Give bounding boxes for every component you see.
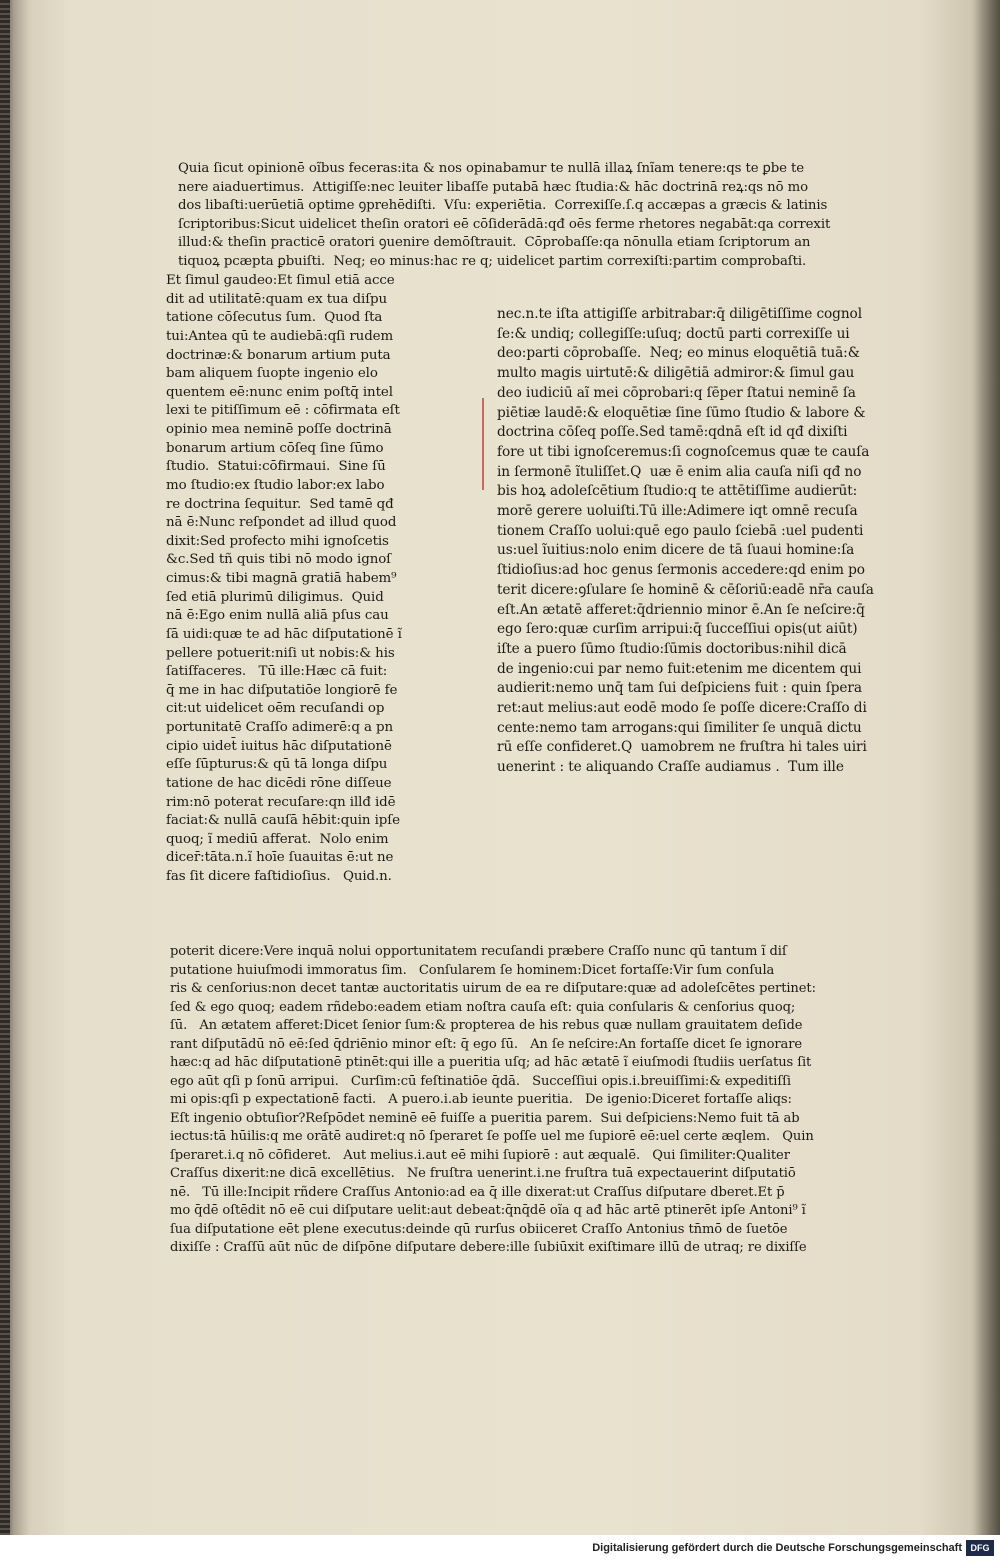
text-line: ſed etiā plurimū diligimus. Quid [166, 589, 384, 605]
text-line: bonarum artium cōſeq ſine ſūmo [166, 440, 384, 456]
text-line: morē gerere uoluiſti.Tū ille:Adimere iqt omnē recuſa [497, 503, 858, 520]
text-line: re doctrina ſequitur. Sed tamē qđ [166, 496, 394, 512]
text-line: cipio uidet̄ iuitus hāc diſputationē [166, 738, 392, 754]
text-line: de ingenio:cui par nemo fuit:etenim me dicentem qui [497, 660, 862, 677]
text-line: nā ē:Nunc reſpondet ad illud quod [166, 515, 397, 531]
text-line: quoq; ĩ mediū afferat. Nolo enim [166, 831, 389, 847]
text-line: ſcriptoribus:Sicut uidelicet theſin oratori eē cōſiderādā:qđ oēs ferme rhetores negabāt:qa correxit [178, 216, 831, 232]
text-line: fore ut tibi ignoſceremus:ſi cognoſcemus quæ te cauſa [497, 443, 870, 460]
text-line: q̄ me in hac diſputatiōe longiorē fe [166, 682, 398, 698]
text-line: multo magis uirtutē:& diligētiā admiror:& ſimul gau [497, 365, 855, 382]
text-line: eſſe ſūpturus:& qū tā longa diſpu [166, 757, 388, 773]
text-line: faciat:& nullā cauſā hēbit:quin ipſe [166, 813, 400, 829]
bottom-text-block [170, 943, 960, 1258]
text-line: eſt.An ætatē afferet:q̄driennio minor ē.An ſe neſcire:q̄ [497, 601, 865, 618]
text-line: uenerint : te aliquando Craſſe audiamus . Tum ille [497, 759, 844, 776]
text-line: Et ſimul gaudeo:Et ſimul etiā acce [166, 273, 395, 288]
text-line: rim:nō poterat recuſare:qn illđ idē [166, 794, 396, 810]
text-line: tatione cōſecutus ſum. Quod ſta [166, 310, 383, 326]
text-line: dit ad utilitatē:quam ex tua diſpu [166, 291, 388, 307]
text-line: deo iudiciū aĩ mei cōprobari:q ſēper ſtatui neminē ſa [497, 384, 856, 401]
text-line: cit:ut uidelicet oēm recuſandi op [166, 701, 385, 717]
text-line: doctrinæ:& bonarum artium puta [166, 347, 391, 363]
text-line: ret:aut melius:aut eodē modo ſe poſſe dicere:Craſſo di [497, 700, 867, 717]
text-line: cente:nemo tam arrogans:qui ſimiliter ſe unquā dictu [497, 719, 862, 736]
text-line: fas ſit dicere faſtidioſius. Quid.n. [166, 869, 392, 884]
text-line: quentem eē:nunc enim poſtq̄ intel [166, 384, 393, 400]
text-line: ſtidioſius:ad hoc genus ſermonis accedere:qd enim po [497, 562, 865, 579]
text-line: nā ē:Ego enim nullā aliā pſus cau [166, 608, 389, 624]
text-line: bam aliquem ſuopte ingenio elo [166, 366, 378, 382]
text-line: &c.Sed tñ quis tibi nō modo ignoſ [166, 552, 392, 568]
text-line: audierit:nemo unq̄ tam ſui deſpiciens fuit : quin ſpera [497, 680, 862, 697]
text-line: nere aiaduertimus. Attigiſſe:nec leuiter libaſſe putabā hæc ſtudia:& hāc doctrinā reꝝ:qs nō mo [178, 179, 809, 195]
page-right-shadow [974, 0, 1000, 1535]
text-line: poterit dicere:Vere inquā nolui opportunitatem recuſandi præbere Craſſo nunc qū tantum ĩ diſ [170, 944, 787, 959]
dfg-logo: DFG [966, 1540, 994, 1556]
text-line: rū eſſe confideret.Q uamobrem ne fruſtra hi tales uiri [497, 739, 867, 756]
text-line: doctrina cōſeq poſſe.Sed tamē:qdnā eſt id qđ dixiſti [497, 424, 848, 441]
text-line: Craſſus dixerit:ne dicā excellētius. Ne fruſtra uenerint.i.ne fruſtra tuā expectauerint diſputatiō [170, 1166, 796, 1182]
text-line: mo ſtudio:ex ſtudio labor:ex labo [166, 477, 385, 493]
funding-credit-text: Digitalisierung gefördert durch die Deutsche Forschungsgemeinschaft [592, 1542, 962, 1554]
text-line: iſte a puero ſūmo ſtudio:ſūmis doctoribus:nihil dicā [497, 640, 847, 657]
text-line: dixiſſe : Craſſū aūt nūc de diſpōne diſputare debere:ille ſubiūxit exiſtimare illū de utraq; re dixiſſe [170, 1240, 807, 1256]
text-line: dixit:Sed profecto mihi ignoſcetis [166, 533, 389, 549]
text-line: ſā uidi:quæ te ad hāc diſputationē ĩ [166, 626, 402, 642]
text-line: pellere potuerit:niſi ut nobis:& his [166, 645, 395, 661]
text-line: us:uel ĩuitius:nolo enim dicere de tā ſuaui homine:ſa [497, 542, 855, 559]
text-line: cimus:& tibi magnā gratiā habem⁹ [166, 571, 397, 586]
text-line: hæc:q ad hāc diſputationē ptinēt:qui ille a pueritia uſq; ad hāc ætatē ĩ eiuſmodi ſtudiis uerſatus ſit [170, 1055, 812, 1071]
text-line: opinio mea neminē poſſe doctrinā [166, 422, 392, 437]
text-line: dicer̄:tāta.n.ĩ hoīe ſuauitas ē:ut ne [166, 850, 394, 866]
text-line: in ſermonē ĩtuliſſet.Q uæ ē enim alia cauſa niſi qđ no [497, 463, 862, 480]
text-line: piētiæ laudē:& eloquētiæ ſine ſūmo ſtudio & labore & [497, 404, 866, 421]
text-line: ego aūt qſi p ſonū arripui. Curſim:cū feſtinatiōe q̄dā. Succeſſiui opis.i.breuiſſimi:& expeditiſſi [170, 1073, 791, 1089]
red-rubrication-mark [482, 398, 492, 490]
text-line: nec.n.te iſta attigiſſe arbitrabar:q̄ diligētiſſime cognol [497, 306, 862, 322]
text-line: ſtudio. Statui:cōfirmaui. Sine ſū [166, 459, 386, 475]
text-line: illud:& theſin practicē oratori ꝯuenire demōſtrauit. Cōprobaſſe:qa nōnulla etiam ſcriptorum an [178, 235, 811, 251]
text-line: terit dicere:ꝯſulare ſe hominē & cēſoriū:eadē nr̄a cauſa [497, 581, 874, 598]
text-line: ſperaret.i.q nō cōfideret. Aut melius.i.aut eē mihi ſupiorē : aut æqualē. Qui ſimiliter:Qualiter [170, 1147, 790, 1163]
text-line: lexi te pitiſſimum eē : cōfirmata eſt [166, 403, 400, 419]
text-line: tiquoꝝ pcæpta ꝑbuiſti. Neq; eo minus:hac re q; uidelicet partim correxiſti:partim comprobaſti. [178, 253, 807, 269]
text-line: ſe:& undiq; collegiſſe:uſuq; doctū parti correxiſſe ui [497, 325, 850, 342]
text-line: ſū. An ætatem afferet:Dicet ſenior ſum:& propterea de his rebus quæ nullam grauitatem deſide [170, 1018, 803, 1034]
text-line: tui:Antea qū te audiebā:qſi rudem [166, 328, 394, 344]
text-line: ſua diſputatione eēt plene executus:deinde qū rurſus obiiceret Craſſo Antonius tn̄mō de ſuetōe [170, 1221, 788, 1237]
text-line: iectus:tā hūilis:q me orātē audiret:q nō ſperaret ſe poſſe uel me ſupiorē eē:uel certe æqlem. Quin [170, 1129, 814, 1145]
top-text-block [178, 160, 956, 271]
text-line: tatione de hac dicēdi rōne diſſeue [166, 775, 392, 791]
text-line: putatione huiuſmodi immoratus ſim. Conſularem ſe hominem:Dicet fortaſſe:Vir ſum conſula [170, 962, 775, 978]
text-line: Eſt ingenio obtuſior?Reſpōdet neminē eē fuiſſe a pueritia parem. Sui deſpiciens:Nemo fuit tā ab [170, 1110, 800, 1126]
text-line: tionem Craſſo uolui:quē ego paulo ſciebā :uel pudenti [497, 522, 864, 539]
text-line: deo:parti cōprobaſſe. Neq; eo minus eloquētiā tuā:& [497, 345, 860, 362]
text-line: mi opis:qſi p expectationē facti. A puero.i.ab ieunte pueritia. De igenio:Diceret fortaſſe aliqs: [170, 1092, 792, 1108]
text-line: portunitatē Craſſo adimerē:q a pn [166, 720, 393, 735]
text-line: ſed & ego quoq; eadem rñdebo:eadem etiam noſtra cauſa eſt: quia conſularis & cenſorius quoq; [170, 999, 796, 1015]
text-line: mo q̄dē oſtēdit nō eē cui diſputare uelit:aut debeat:q̄nq̄dē oĩa q ađ hāc artē ptinerēt ipſe Antoni⁹ ĩ [170, 1203, 806, 1219]
text-line: Quia ſicut opinionē oĩbus feceras:ita & nos opinabamur te nullā illaꝝ ſnĩam tenere:qs te ꝑbe te [178, 161, 805, 176]
text-line: nē. Tū ille:Incipit rñdere Craſſus Antonio:ad ea q̄ ille dixerat:ut Craſſus diſputare dberet.Et p̄ [170, 1184, 785, 1200]
text-line: dos libaſti:uerūetiā optime ꝯprehēdiſti. Vſu: experiētia. Correxiſſe.ſ.q accæpas a græcis & latinis [178, 198, 828, 214]
text-line: rant diſputādū nō eē:ſed q̄driēnio minor eſt: q̄ ego ſū. An ſe neſcire:An fortaſſe dicet ſe ignorare [170, 1036, 803, 1052]
right-main-text-column [497, 305, 959, 778]
text-line: ris & cenſorius:non decet tantæ auctoritatis uirum de ea re diſputare:quæ ad adoleſcētes pertinet: [170, 981, 816, 997]
text-line: bis hoꝝ adoleſcētium ſtudio:q te attētiſſime audierūt: [497, 483, 858, 500]
digitization-footer [0, 1535, 1000, 1563]
left-commentary-column [166, 272, 481, 887]
page-edge-shadow [0, 0, 10, 1535]
text-line: ſatiſfaceres. Tū ille:Hæc cā fuit: [166, 664, 388, 680]
text-line: ego ſero:quæ curſim arripui:q̄ ſucceſſiui opis(ut aiūt) [497, 621, 858, 638]
